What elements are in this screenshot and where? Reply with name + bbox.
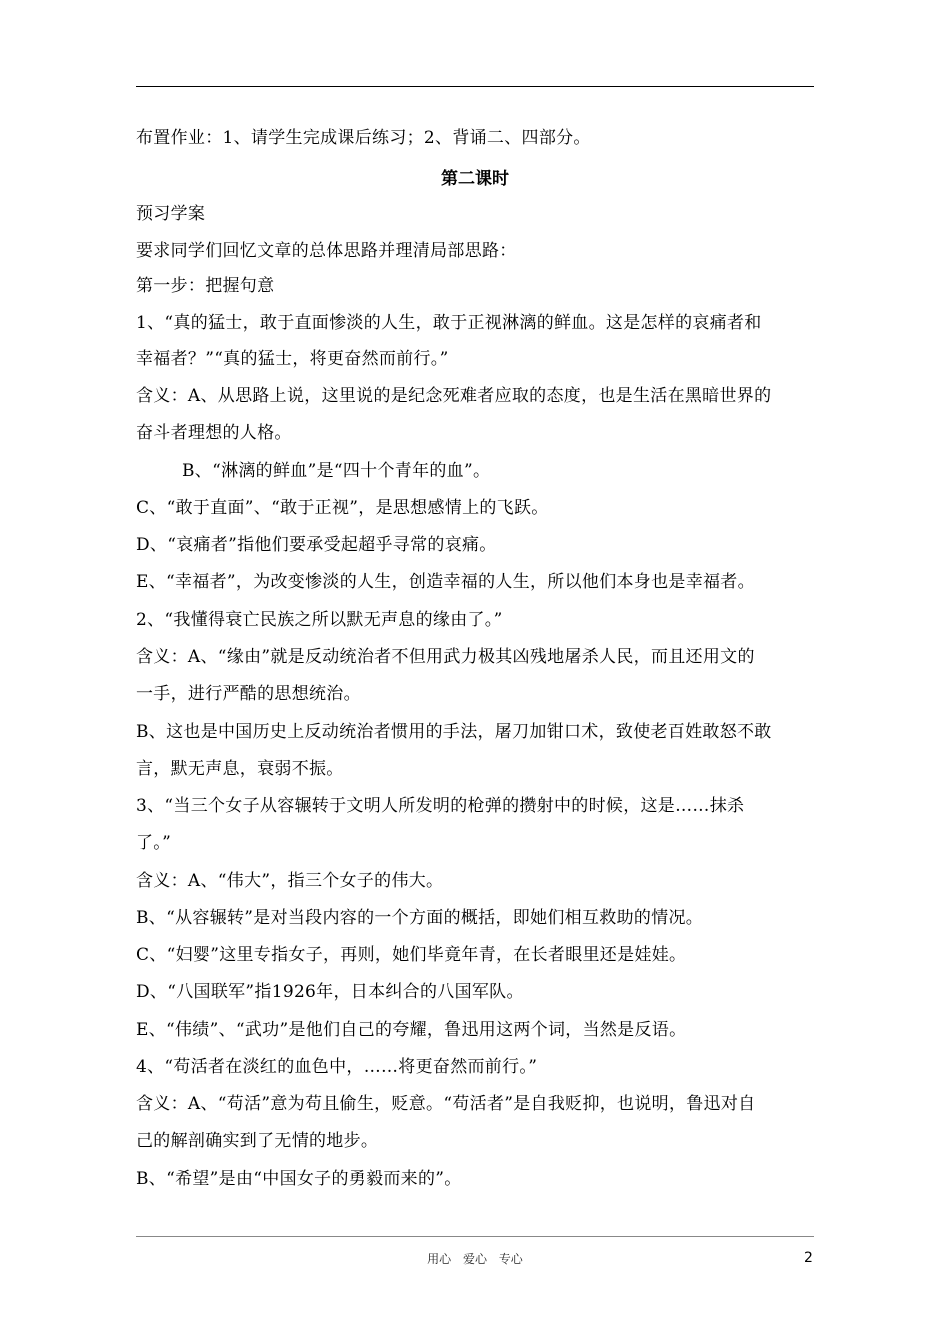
text-line: 1、“真的猛士，敢于直面惨淡的人生，敢于正视淋漓的鲜血。这是怎样的哀痛者和: [136, 313, 762, 333]
text-line: 4、“苟活者在淡红的血色中，……将更奋然而前行。”: [136, 1057, 538, 1077]
text-line: 2、“我懂得衰亡民族之所以默无声息的缘由了。”: [136, 610, 503, 630]
section-title: 第二课时: [441, 169, 509, 189]
text-line: 幸福者？”“真的猛士，将更奋然而前行。”: [136, 349, 449, 369]
page-number: 2: [804, 1250, 813, 1266]
text-line: 奋斗者理想的人格。: [136, 423, 292, 443]
header-rule: [136, 86, 814, 87]
text-line: 一手，进行严酷的思想统治。: [136, 684, 361, 704]
text-line: B、这也是中国历史上反动统治者惯用的手法，屠刀加钳口术，致使老百姓敢怒不敢: [136, 722, 772, 742]
text-line: B、“希望”是由“中国女子的勇毅而来的”。: [136, 1169, 462, 1189]
text-line: 要求同学们回忆文章的总体思路并理清局部思路：: [136, 241, 517, 261]
text-line: C、“妇婴”这里专指女子，再则，她们毕竟年青，在长者眼里还是娃娃。: [136, 945, 687, 965]
text-line: 含义：A、“缘由”就是反动统治者不但用武力极其凶残地屠杀人民，而且还用文的: [136, 647, 755, 667]
homework-line: 布置作业：1、请学生完成课后练习；2、背诵二、四部分。: [136, 128, 591, 148]
text-line: C、“敢于直面”、“敢于正视”，是思想感情上的飞跃。: [136, 498, 549, 518]
text-line: B、“淋漓的鲜血”是“四十个青年的血”。: [182, 461, 491, 481]
text-line: E、“幸福者”，为改变惨淡的人生，创造幸福的人生，所以他们本身也是幸福者。: [136, 572, 755, 592]
text-line: 了。”: [136, 833, 172, 853]
footer-rule: [136, 1236, 814, 1237]
text-line: 己的解剖确实到了无情的地步。: [136, 1131, 379, 1151]
text-line: 3、“当三个女子从容辗转于文明人所发明的枪弹的攒射中的时候，这是……抹杀: [136, 796, 745, 816]
text-line: 第一步：把握句意: [136, 276, 275, 296]
text-line: D、“哀痛者”指他们要承受起超乎寻常的哀痛。: [136, 535, 497, 555]
text-line: 言，默无声息，衰弱不振。: [136, 759, 344, 779]
text-line: E、“伟绩”、“武功”是他们自己的夸耀，鲁迅用这两个词，当然是反语。: [136, 1020, 687, 1040]
text-line: 预习学案: [136, 204, 206, 224]
text-line: 含义：A、“伟大”，指三个女子的伟大。: [136, 871, 444, 891]
text-line: B、“从容辗转”是对当段内容的一个方面的概括，即她们相互救助的情况。: [136, 908, 704, 928]
footer-motto: 用心 爱心 专心: [427, 1252, 523, 1266]
text-line: 含义：A、从思路上说，这里说的是纪念死难者应取的态度，也是生活在黑暗世界的: [136, 386, 772, 406]
text-line: D、“八国联军”指1926年，日本纠合的八国军队。: [136, 982, 524, 1002]
text-line: 含义：A、“苟活”意为苟且偷生，贬意。“苟活者”是自我贬抑，也说明，鲁迅对自: [136, 1094, 756, 1114]
